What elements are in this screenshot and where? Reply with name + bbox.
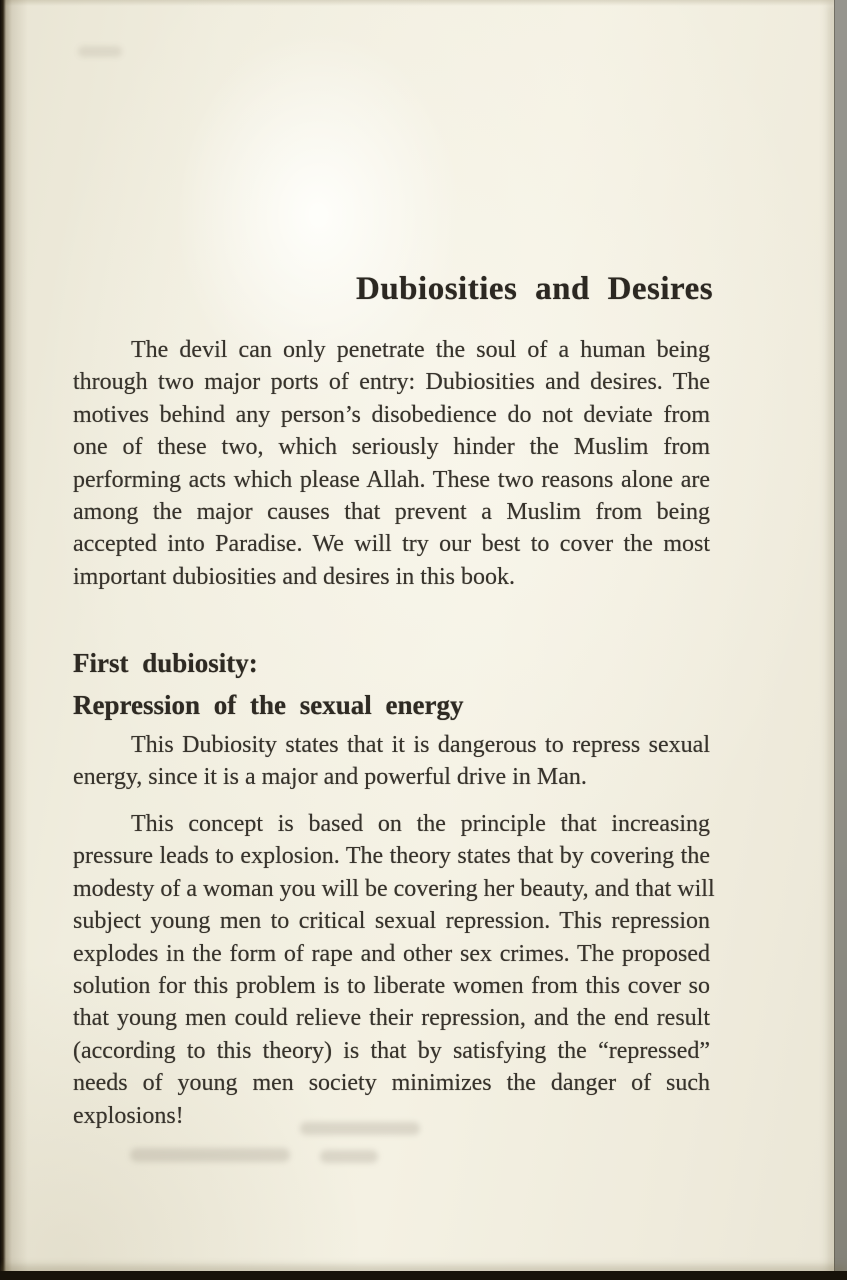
bleedthrough-artifact [130, 1148, 290, 1162]
section-heading-line-1: First dubiosity: [73, 648, 258, 678]
scan-left-edge [0, 0, 28, 1280]
text-line: among the major causes that prevent a Muslim from being [73, 498, 710, 525]
text-line: modesty of a woman you will be covering her beauty, and that will [73, 875, 715, 902]
dubiosity-statement-paragraph [73, 729, 710, 794]
scan-top-edge [0, 0, 835, 6]
text-line: one of these two, which seriously hinder the Muslim from [73, 434, 710, 461]
text-line: through two major ports of entry: Dubiosities and desires. The [73, 369, 710, 396]
text-line: needs of young men society minimizes the danger of such [73, 1070, 710, 1097]
scan-bottom-edge [0, 1271, 847, 1280]
text-line: that young men could relieve their repression, and the end result [73, 1005, 710, 1032]
bleedthrough-artifact [78, 46, 122, 57]
text-line: performing acts which please Allah. These two reasons alone are [73, 466, 710, 493]
intro-paragraph [73, 334, 710, 593]
bleedthrough-artifact [320, 1150, 378, 1163]
text-line: explodes in the form of rape and other sex crimes. The proposed [73, 940, 710, 967]
text-line: The devil can only penetrate the soul of a human being [131, 337, 710, 363]
text-line: energy, since it is a major and powerful drive in Man. [73, 764, 587, 791]
text-line: explosions! [73, 1102, 184, 1129]
text-line: important dubiosities and desires in this book. [73, 563, 515, 590]
text-line: motives behind any person’s disobedience do not deviate from [73, 401, 710, 428]
section-heading-line-2: Repression of the sexual energy [73, 690, 464, 720]
text-line: This Dubiosity states that it is dangerous to repress sexual [131, 732, 710, 758]
page-title: Dubiosities and Desires [356, 271, 714, 308]
text-line: accepted into Paradise. We will try our best to cover the most [73, 531, 710, 558]
scan-right-edge [834, 0, 847, 1280]
text-line: (according to this theory) is that by satisfying the “repressed” [73, 1037, 710, 1064]
section-heading [73, 642, 710, 726]
text-line: pressure leads to explosion. The theory states that by covering the [73, 843, 710, 870]
text-line: This concept is based on the principle that increasing [131, 811, 710, 837]
text-line: subject young men to critical sexual repression. This repression [73, 908, 710, 935]
concept-explanation-paragraph [73, 808, 715, 1132]
text-line: solution for this problem is to liberate women from this cover so [73, 972, 710, 999]
